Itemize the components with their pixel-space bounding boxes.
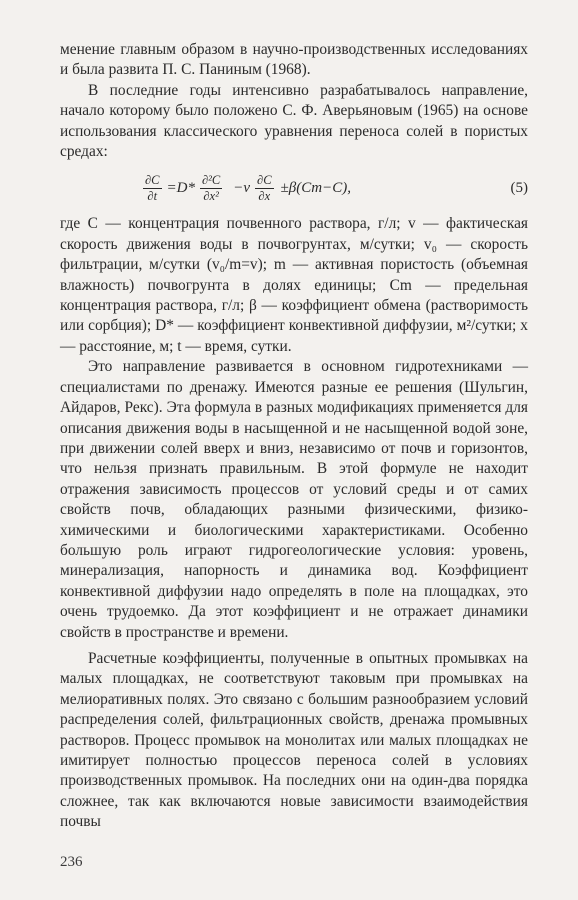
- equals-d-star: =D*: [166, 180, 195, 197]
- equation-body: [140, 166, 353, 210]
- paragraph-1: менение главным образом в научно-производственных исследованиях и была развита П. С. Паниным (1968).: [60, 41, 528, 79]
- fraction-dc-dx: $\frac{\partial C}{\partial x}$: [257, 172, 272, 203]
- equation-number: (5): [510, 180, 528, 197]
- equation-5: [60, 166, 528, 210]
- paragraph-4: Это направление развивается в основном гидротехниками — специалистами по дренажу. Имеются разные ее решения (Шульгин, Айдаров, Рекс). Эта формула в разных модификациях применяется для описания движения воды в насыщенной и не насыщенной водой зоне, при движении солей вверх и вниз, независимо от почв и горизонтов, что нельзя признать правильным. В этой формуле не находит отражения зависимость процессов от условий среды и от самих свойств почв, обладающих разными физическими, физико-химическими и биологическими характеристиками. Особенно большую роль играют гидрогеологические условия: уровень, минерализация, напорность и динамика вод. Коэффициент конвективной диффузии надо определять в поле на площадках, это очень трудоемко. Да этот коэффициент и не отражает динамики свойств в пространстве и времени.: [60, 358, 528, 641]
- paragraph-2: В последние годы интенсивно разрабатывалось направление, начало которому было положено С. Ф. Аверьяновым (1965) на основе использования классического уравнения переноса солей в пористых средах:: [60, 81, 528, 161]
- page-body: [60, 40, 528, 833]
- fraction-dc-dt: $\frac{\partial C}{\partial t}$: [145, 172, 160, 203]
- paragraph-3: где C — концентрация почвенного раствора, г/л; v — фактическая скорость движения воды в почвогрунтах, м/сутки; v₀ — скорость фильтрации, м/сутки (v₀/m=v); m — активная пористость (объемная влажность) почвогрунта в долях единицы; Cm — предельная концентрация раствора, г/л; β — коэффициент обмена (растворимость или сорбция); D* — коэффициент конвективной диффузии, м²/сутки; x — расстояние, м; t — время, сутки.: [60, 215, 528, 355]
- page-number: 236: [60, 854, 83, 870]
- minus-v: −v: [233, 180, 251, 197]
- paragraph-5: Расчетные коэффициенты, полученные в опытных промывках на малых площадках, не соответствуют таковым при промывках на мелиоративных полях. Это связано с большим разнообразием условий распределения солей, фильтрационных свойств, дренажа промывных растворов. Процесс промывок на монолитах или малых площадках не имитирует полностью процессов переноса солей в условиях производственных промывок. На последних они на один-два порядка сложнее, так как включаются новые зависимости взаимодействия почвы: [60, 649, 528, 831]
- exchange-term: ±β(Cm−C),: [280, 180, 351, 197]
- fraction-d2c-dx2: $\frac{\text{∂²C}}{\text{∂x²}}$: [201, 172, 221, 203]
